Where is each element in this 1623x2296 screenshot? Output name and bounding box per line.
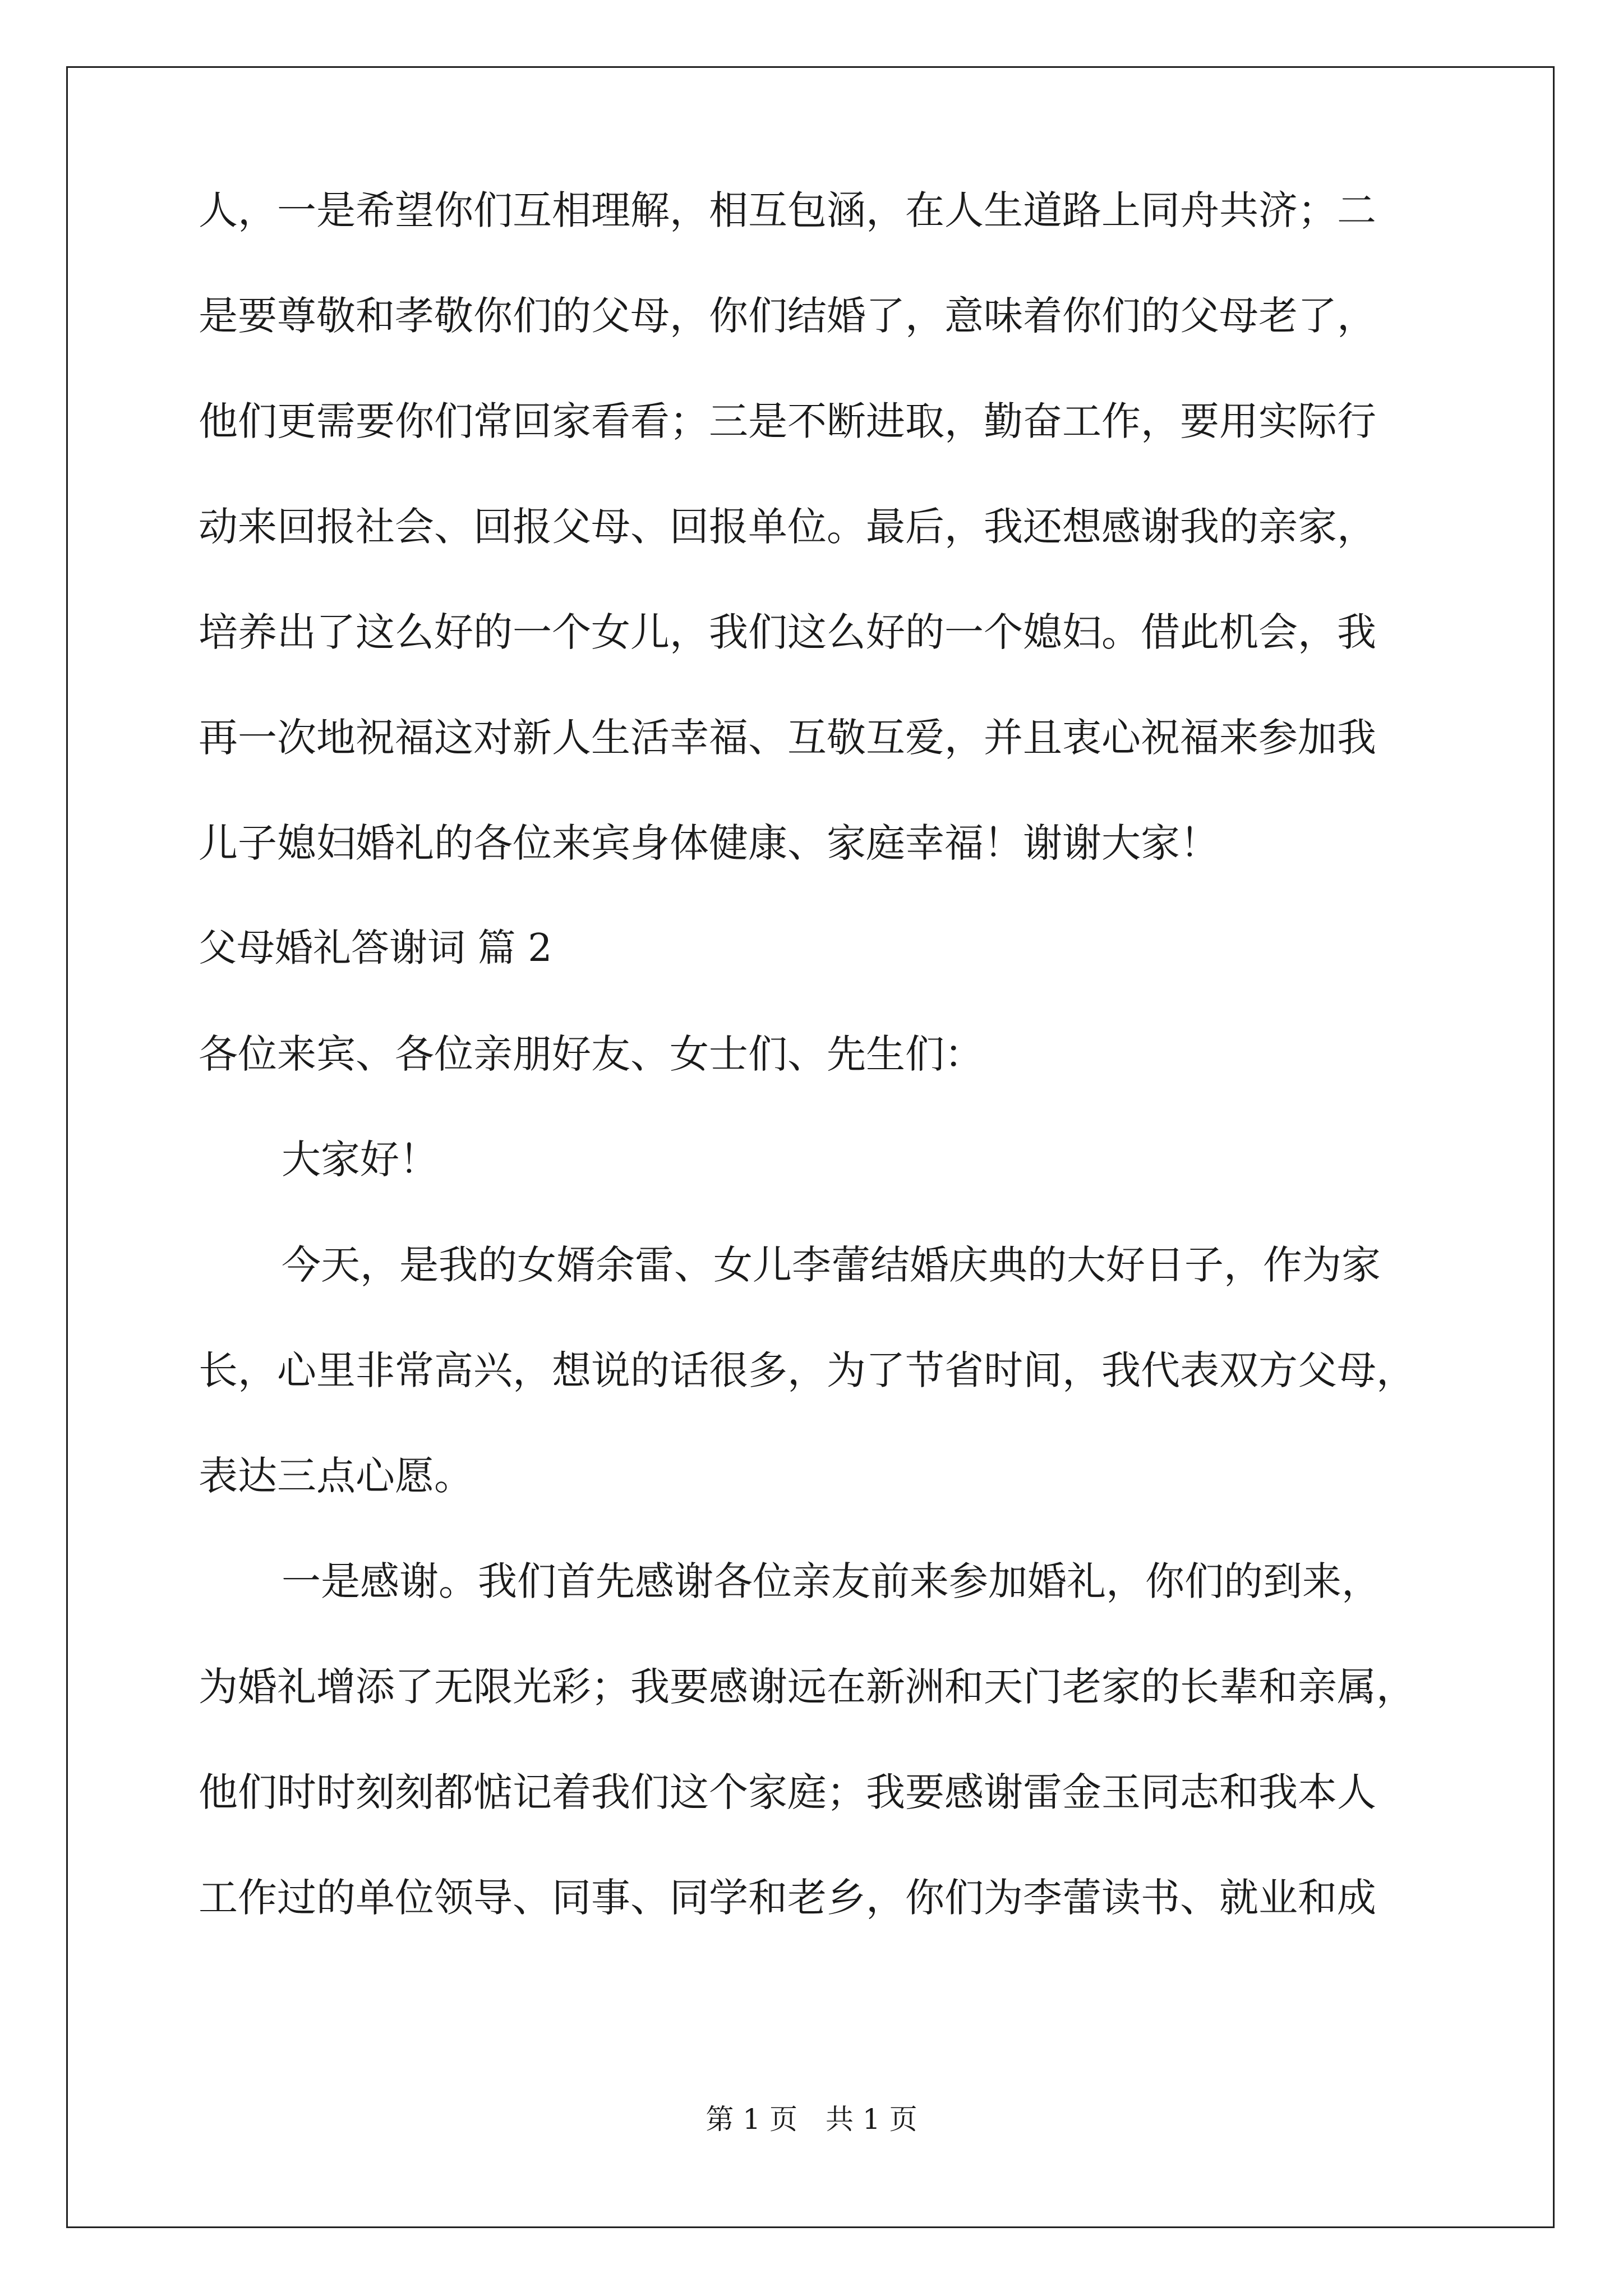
body-line: 今天，是我的女婿余雷、女儿李蕾结婚庆典的大好日子，作为家 <box>282 1242 1381 1288</box>
body-line: 工作过的单位领导、同事、同学和老乡，你们为李蕾读书、就业和成 <box>199 1875 1376 1921</box>
document-body <box>199 187 1432 1984</box>
body-line: 再一次地祝福这对新人生活幸福、互敬互爱，并且衷心祝福来参加我 <box>199 715 1376 761</box>
body-line: 一是感谢。我们首先感谢各位亲友前来参加婚礼，你们的到来， <box>282 1558 1381 1604</box>
body-line: 表达三点心愿。 <box>199 1453 473 1499</box>
body-line: 是要尊敬和孝敬你们的父母，你们结婚了，意味着你们的父母老了， <box>199 293 1376 339</box>
body-line: 儿子媳妇婚礼的各位来宾身体健康、家庭幸福！谢谢大家！ <box>199 820 1219 866</box>
body-line: 培养出了这么好的一个女儿，我们这么好的一个媳妇。借此机会，我 <box>199 609 1376 655</box>
page-number-footer: 第 1 页 共 1 页 <box>706 2103 917 2136</box>
salutation: 各位来宾、各位亲朋好友、女士们、先生们： <box>199 1031 984 1077</box>
greeting: 大家好！ <box>282 1137 439 1182</box>
body-line: 他们更需要你们常回家看看；三是不断进取，勤奋工作，要用实际行 <box>199 398 1376 444</box>
body-line: 长，心里非常高兴，想说的话很多，为了节省时间，我代表双方父母， <box>199 1347 1415 1393</box>
body-line: 为婚礼增添了无限光彩；我要感谢远在新洲和天门老家的长辈和亲属， <box>199 1664 1415 1710</box>
body-line: 动来回报社会、回报父母、回报单位。最后，我还想感谢我的亲家， <box>199 504 1376 550</box>
body-line: 人，一是希望你们互相理解，相互包涵，在人生道路上同舟共济；二 <box>199 187 1376 233</box>
body-line: 他们时时刻刻都惦记着我们这个家庭；我要感谢雷金玉同志和我本人 <box>199 1769 1376 1815</box>
section-heading: 父母婚礼答谢词 篇 2 <box>199 926 552 970</box>
